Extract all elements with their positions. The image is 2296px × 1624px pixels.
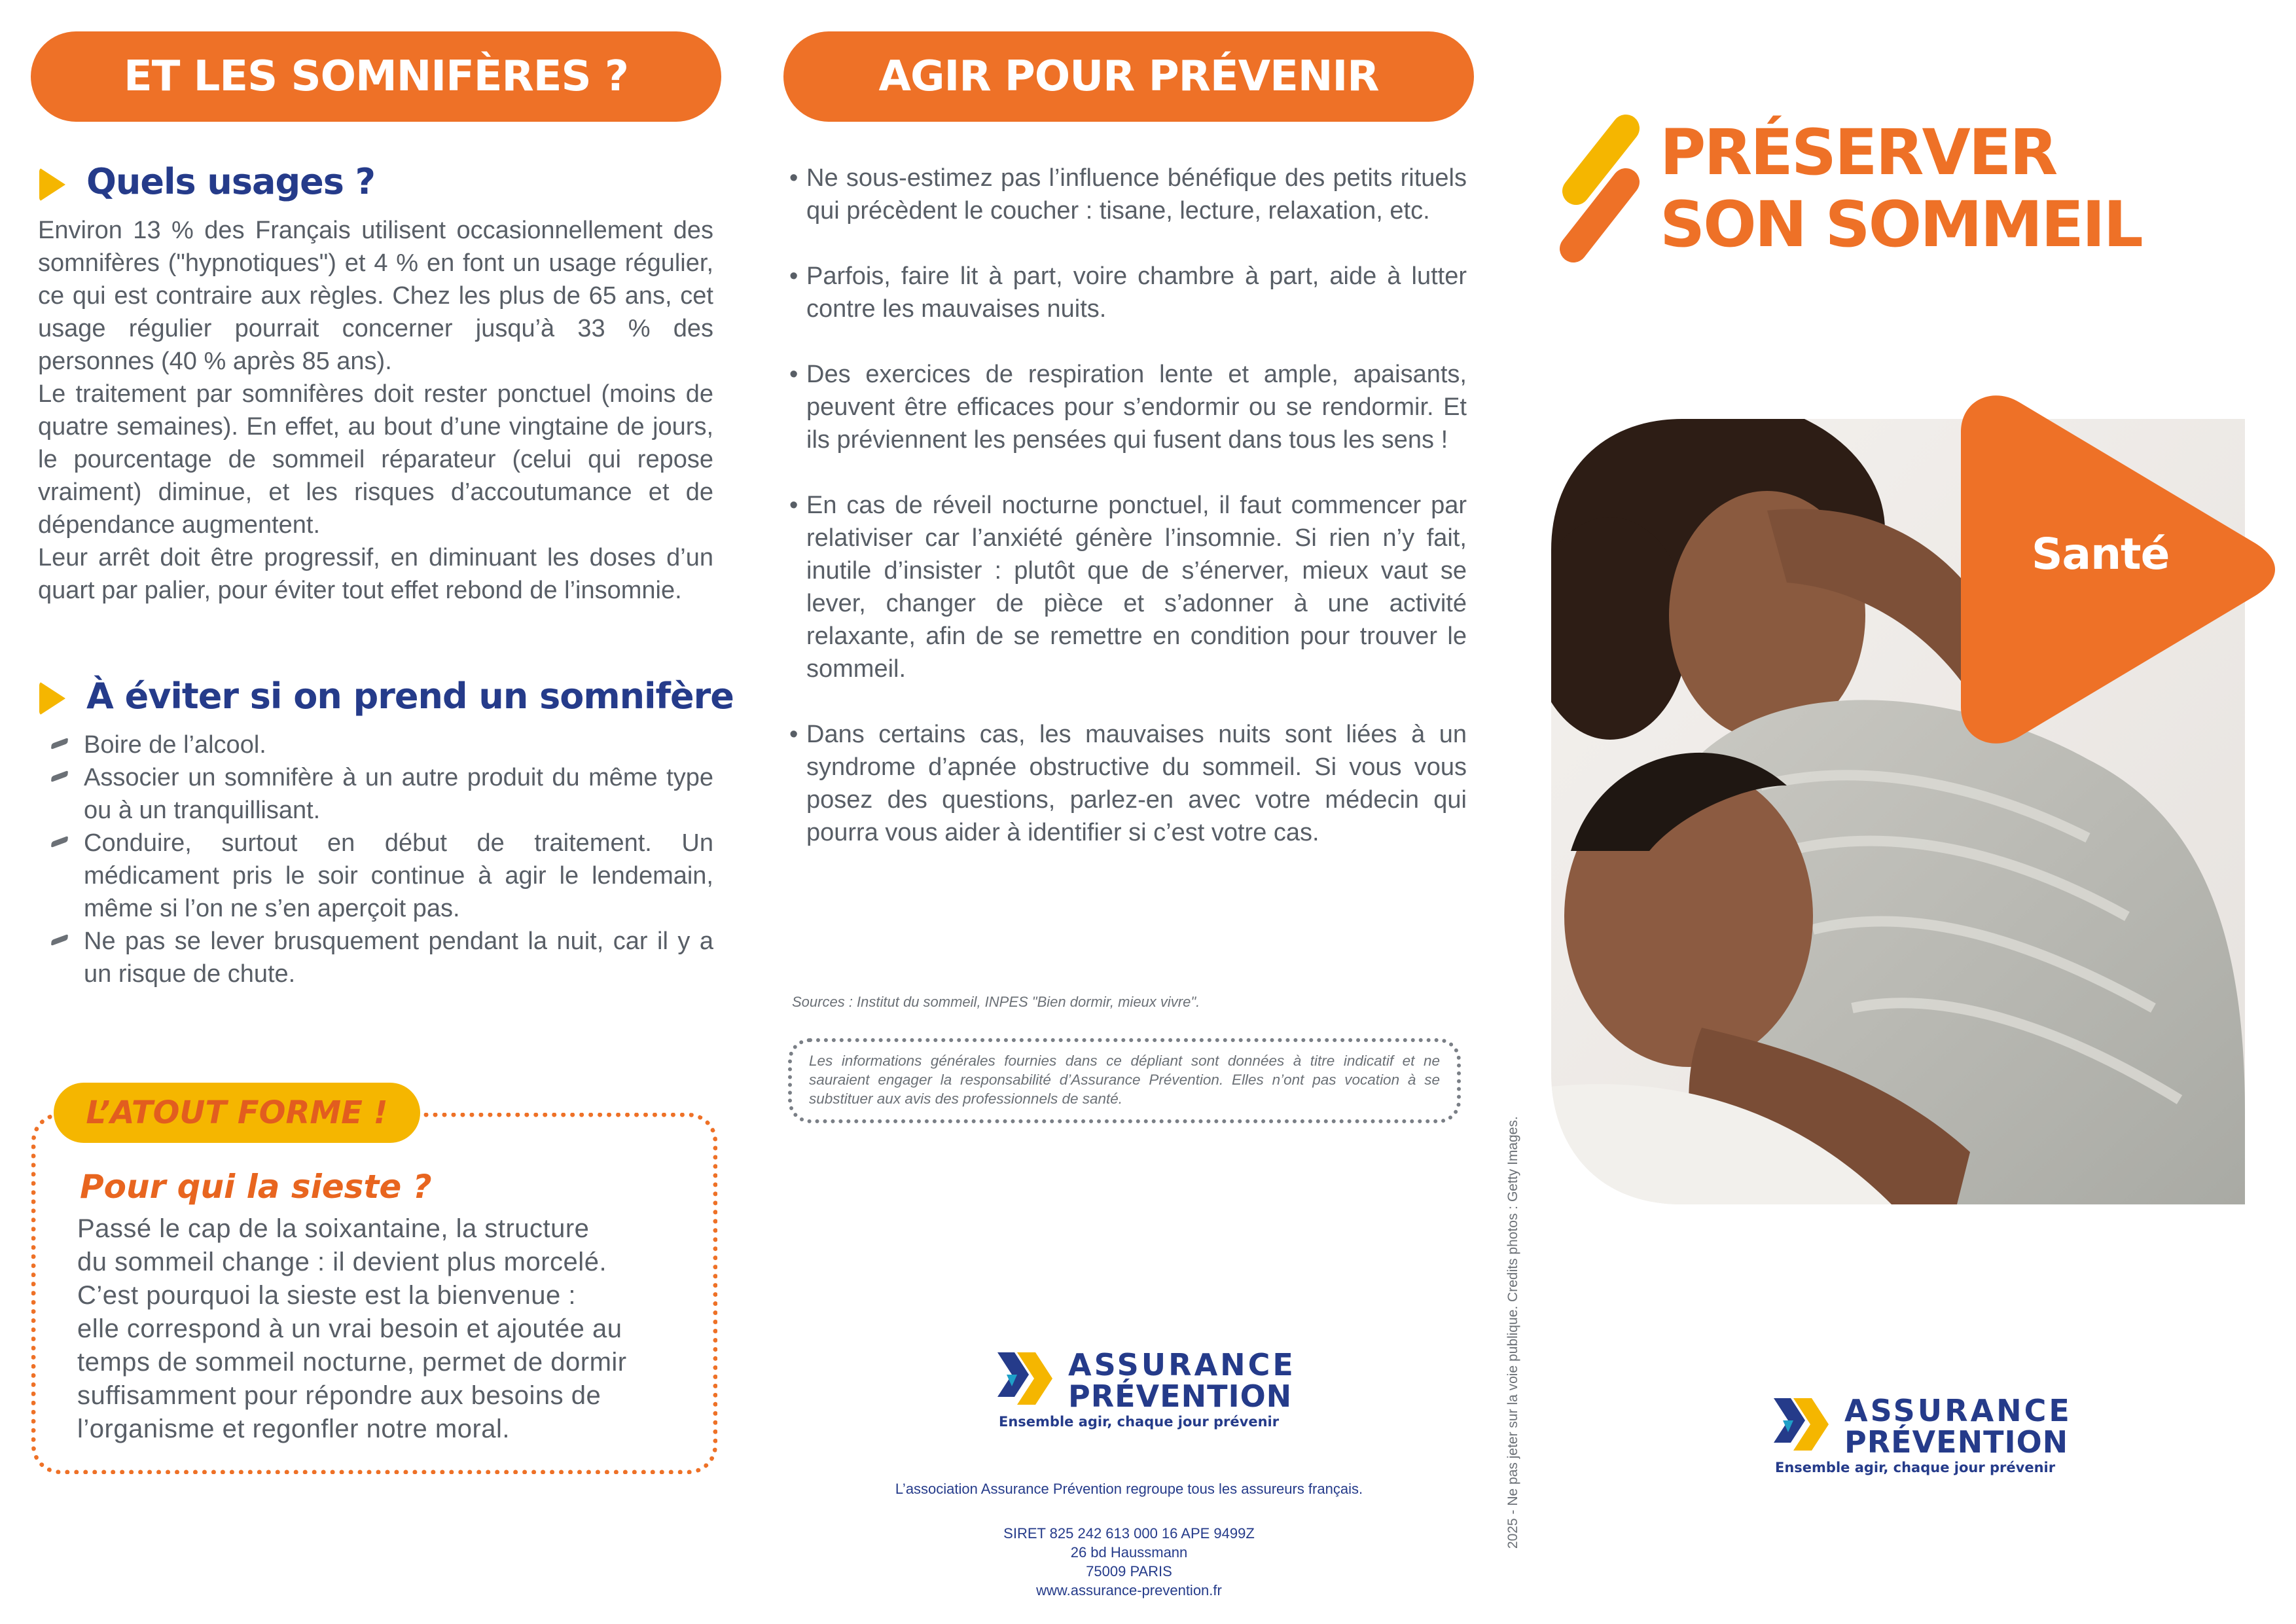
atout-badge-text: L’ATOUT FORME !	[86, 1094, 388, 1131]
atout-title: Pour qui la sieste ?	[80, 1168, 432, 1206]
logo-tagline: Ensemble agir, chaque jour prévenir	[1775, 1460, 2056, 1475]
website-link[interactable]: www.assurance-prevention.fr	[1036, 1582, 1222, 1598]
prevention-list	[789, 162, 1467, 882]
middle-panel-header	[783, 31, 1474, 122]
list-item: • Des exercices de respiration lente et ample, apaisants, peuvent être efficaces pour s’endormir ou se rendormir. Et ils préviennent les pensées qui fusent dans tous les sens !	[789, 358, 1467, 456]
list-item: • Dans certains cas, les mauvaises nuits sont liées à un syndrome d’apnée obstructive du sommeil. Si vous vous posez des questions, parlez-en avec votre médecin qui pourra vous aider à identifier si c’est votre cas.	[789, 718, 1467, 849]
disclaimer-box	[788, 1038, 1461, 1123]
list-item: Boire de l’alcool.	[38, 729, 713, 761]
sources-note: Sources : Institut du sommeil, INPES "Bien dormir, mieux vivre".	[792, 994, 1200, 1010]
cover-title-line2: SON SOMMEIL	[1660, 188, 2142, 261]
atout-text: Passé le cap de la soixantaine, la structure du sommeil change : il devient plus morcelé. C’est pourquoi la sieste est la bienvenue : elle correspond à un vrai besoin et ajoutée au temps de sommeil nocturne, permet de dormir suffisamment pour répondre aux besoins de l’organisme et regonfler notre moral.	[77, 1214, 627, 1443]
association-text: L’association Assurance Prévention regroupe tous les assureurs français.	[895, 1481, 1363, 1497]
left-panel-header	[31, 31, 721, 122]
logo-line1: ASSURANCE	[1068, 1347, 1296, 1382]
cover-title-line1: PRÉSERVER	[1660, 116, 2056, 189]
list-item: • Parfois, faire lit à part, voire chambre à part, aide à lutter contre les mauvaises nuits.	[789, 260, 1467, 325]
left-header-text: ET LES SOMNIFÈRES ?	[123, 52, 629, 101]
usages-paragraph: Environ 13 % des Français utilisent occasionnellement des somnifères ("hypnotiques") et 4 % en font un usage régulier, ce qui est contraire aux règles. Chez les plus de 65 ans, cet usage régulier pourrait concerner jusqu’à 33 % des personnes (40 % après 85 ans).	[38, 217, 713, 375]
usages-paragraph: Leur arrêt doit être progressif, en diminuant les doses d’un quart par palier, pour éviter tout effet rebond de l’insomnie.	[38, 544, 713, 604]
avoid-list	[38, 729, 713, 990]
logo-line2: PRÉVENTION	[1068, 1379, 1293, 1414]
logo-mark-icon	[997, 1347, 1060, 1410]
list-item: • Ne sous-estimez pas l’influence bénéfique des petits rituels qui précèdent le coucher : tisane, lecture, relaxation, etc.	[789, 162, 1467, 227]
atout-forme-badge	[54, 1083, 420, 1143]
list-item: Ne pas se lever brusquement pendant la nuit, car il y a un risque de chute.	[38, 925, 713, 990]
chevron-right-icon	[39, 681, 65, 715]
cover-title	[1660, 117, 2142, 261]
list-item: Conduire, surtout en début de traitement. Un médicament pris le soir continue à agir le lendemain, même si l’on ne s’en aperçoit pas.	[38, 827, 713, 925]
section-title-usages: Quels usages ?	[86, 161, 375, 202]
logo-line1: ASSURANCE	[1844, 1393, 2072, 1428]
logo-tagline: Ensemble agir, chaque jour prévenir	[999, 1414, 1280, 1430]
assurance-prevention-logo	[997, 1346, 1296, 1431]
assurance-prevention-logo	[1774, 1392, 2072, 1477]
sante-tag-label: Santé	[2032, 529, 2170, 579]
logo-line2: PRÉVENTION	[1844, 1424, 2069, 1460]
list-item: • En cas de réveil nocturne ponctuel, il faut commencer par relativiser car l’anxiété génère l’insomnie. Si rien n’y fait, inutile d’insister : plutôt que de s’énerver, mieux vaut se lever, changer de pièce et s’adonner à une activité relaxante, afin de se remettre en condition pour trouver le sommeil.	[789, 489, 1467, 685]
middle-header-text: AGIR POUR PRÉVENIR	[878, 52, 1379, 101]
section-title-avoid: À éviter si on prend un somnifère	[86, 676, 734, 717]
usages-paragraph: Le traitement par somnifères doit rester ponctuel (moins de quatre semaines). En effet, au bout d’une vingtaine de jours, le pourcentage de sommeil réparateur (celui qui repose vraiment) diminue, et les risques d’accoutumance et de dépendance augmentent.	[38, 380, 713, 539]
logo-mark-icon	[1774, 1393, 1837, 1456]
pencil-mark-icon	[51, 836, 68, 848]
list-item: Associer un somnifère à un autre produit du même type ou à un tranquillisant.	[38, 761, 713, 827]
usages-text	[38, 214, 713, 607]
brand-slash-icon	[1547, 110, 1652, 267]
pencil-mark-icon	[51, 934, 68, 946]
disclaimer-text: Les informations générales fournies dans ce dépliant sont données à titre indicatif et ne sauraient engager la responsabilité d’Assurance Prévention. Elles n’ont pas vocation à se substituer aux avis des professionnels de santé.	[809, 1053, 1440, 1107]
vertical-credit-note: 2025 - Ne pas jeter sur la voie publique. Credits photos : Getty Images.	[1505, 1116, 1520, 1549]
chevron-right-icon	[39, 168, 65, 202]
pencil-mark-icon	[51, 738, 68, 749]
address-block: SIRET 825 242 613 000 16 APE 9499Z 26 bd Haussmann 75009 PARIS www.assurance-prevention.fr	[785, 1524, 1473, 1600]
pencil-mark-icon	[51, 770, 68, 782]
